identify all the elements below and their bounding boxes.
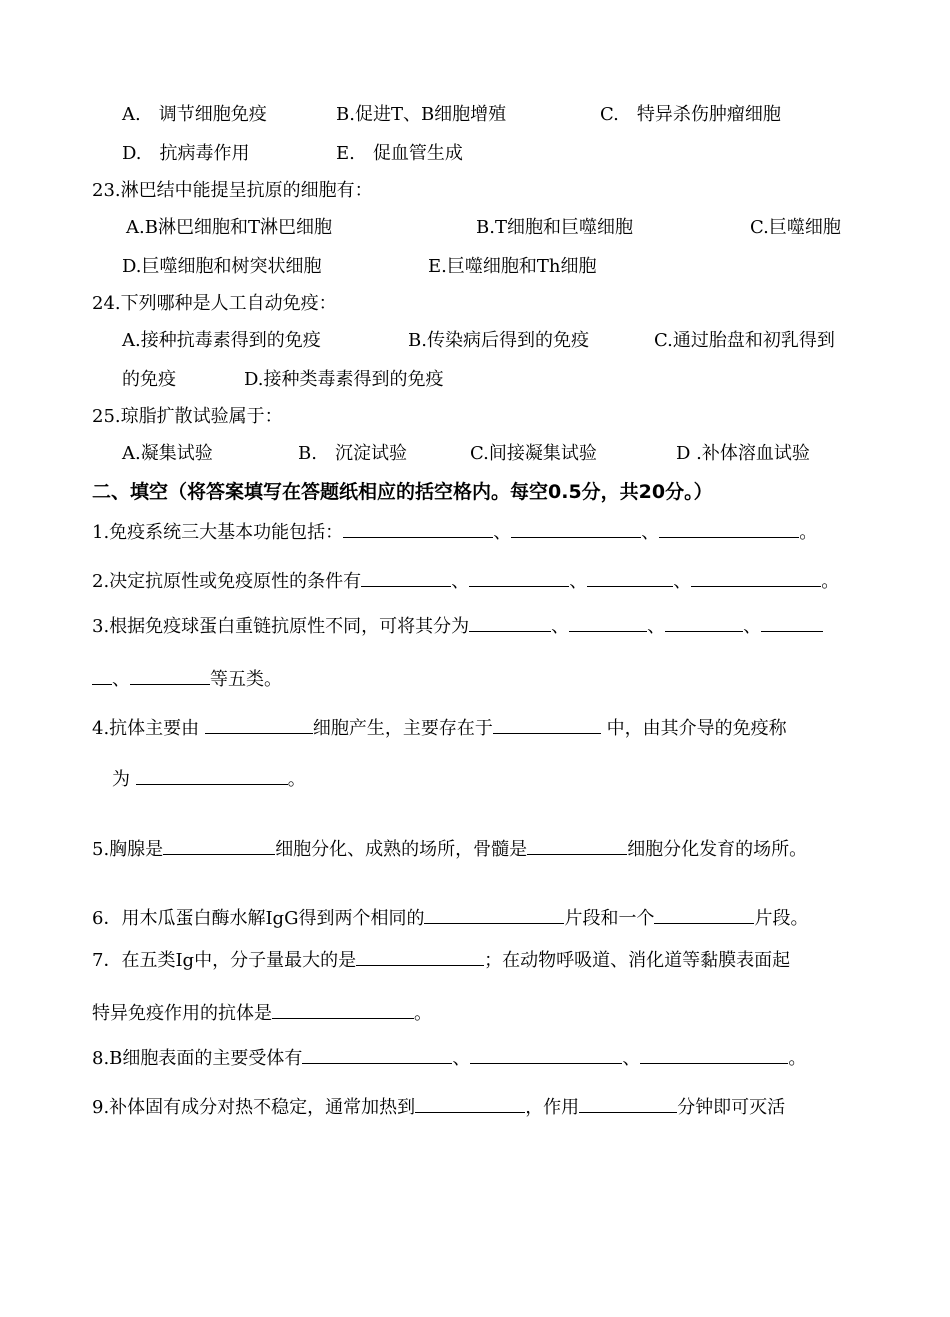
fill-q4 xyxy=(92,714,787,741)
q25-stem: 25.琼脂扩散试验属于： xyxy=(92,406,283,427)
fill-q7 xyxy=(92,946,790,973)
answer-blank xyxy=(511,518,641,538)
answer-blank xyxy=(493,714,601,734)
separator: 、 xyxy=(647,616,666,637)
fill-q6-text: 6．用木瓜蛋白酶水解IgG得到两个相同的 xyxy=(92,908,425,929)
fill-q5-text: 5.胸腺是 xyxy=(92,839,164,860)
answer-blank xyxy=(587,567,673,587)
answer-blank xyxy=(343,518,493,538)
fill-q7-text: 7．在五类Ig中，分子量最大的是 xyxy=(92,950,357,971)
separator: 、 xyxy=(673,571,692,592)
answer-blank xyxy=(356,946,484,966)
fill-q7-line2 xyxy=(92,999,432,1026)
answer-blank xyxy=(640,1044,788,1064)
q25-option-d: D .补体溶血试验 xyxy=(676,443,810,464)
answer-blank xyxy=(205,714,313,734)
q24-option-b: B.传染病后得到的免疫 xyxy=(408,330,589,351)
fill-q9-mid: ，作用 xyxy=(525,1097,580,1118)
q23-option-a: A.B淋巴细胞和T淋巴细胞 xyxy=(126,217,332,238)
fill-q2 xyxy=(92,567,839,594)
fill-q9 xyxy=(92,1093,785,1120)
q23-option-c: C.巨噬细胞 xyxy=(750,217,841,238)
answer-blank xyxy=(469,567,569,587)
separator: 、 xyxy=(622,1048,641,1069)
q23-option-e: E.巨噬细胞和Th细胞 xyxy=(428,256,597,277)
fill-q7-line2-text: 特异免疫作用的抗体是 xyxy=(92,1003,272,1024)
answer-blank xyxy=(691,567,821,587)
q23-option-d: D.巨噬细胞和树突状细胞 xyxy=(122,256,322,277)
q22-option-c: C. 特异杀伤肿瘤细胞 xyxy=(600,104,781,125)
q22-option-d: D. 抗病毒作用 xyxy=(122,143,250,164)
q24-stem: 24.下列哪种是人工自动免疫： xyxy=(92,293,337,314)
answer-blank xyxy=(415,1093,525,1113)
fill-q8 xyxy=(92,1044,806,1071)
end-mark: 。 xyxy=(788,1048,807,1069)
separator: 、 xyxy=(451,571,470,592)
end-mark: 。 xyxy=(414,1003,432,1024)
end-mark: 。 xyxy=(287,769,306,790)
fill-q2-text: 2.决定抗原性或免疫原性的条件有 xyxy=(92,571,362,592)
fill-q5 xyxy=(92,835,807,862)
fill-q5-tail: 细胞分化发育的场所。 xyxy=(627,839,808,860)
q22-option-e: E. 促血管生成 xyxy=(336,143,463,164)
fill-q3 xyxy=(92,612,823,639)
separator: 、 xyxy=(551,616,570,637)
answer-blank xyxy=(527,835,627,855)
answer-blank xyxy=(130,665,210,685)
answer-blank xyxy=(470,1044,622,1064)
q23-option-b: B.T细胞和巨噬细胞 xyxy=(476,217,633,238)
fill-q3-line2 xyxy=(92,665,282,692)
end-mark: 。 xyxy=(799,522,818,543)
fill-q9-text: 9.补体固有成分对热不稳定，通常加热到 xyxy=(92,1097,416,1118)
q23-stem: 23.淋巴结中能提呈抗原的细胞有： xyxy=(92,180,373,201)
separator: 、 xyxy=(493,522,512,543)
fill-q1-text: 1.免疫系统三大基本功能包括： xyxy=(92,522,344,543)
q24-option-d: D.接种类毒素得到的免疫 xyxy=(244,369,444,390)
q24-option-a: A.接种抗毒素得到的免疫 xyxy=(122,330,321,351)
answer-blank xyxy=(654,904,754,924)
fill-q1 xyxy=(92,518,817,545)
answer-blank xyxy=(665,612,743,632)
end-mark: 。 xyxy=(821,571,840,592)
answer-blank xyxy=(469,612,551,632)
q22-option-b: B.促进T、B细胞增殖 xyxy=(336,104,507,125)
fill-q7-mid: ；在动物呼吸道、消化道等黏膜表面起 xyxy=(484,950,791,971)
fill-q6 xyxy=(92,904,808,931)
answer-blank xyxy=(569,612,647,632)
fill-q6-tail: 片段。 xyxy=(754,908,809,929)
fill-q5-mid: 细胞分化、成熟的场所，骨髓是 xyxy=(275,839,528,860)
fill-q3-text: 3.根据免疫球蛋白重链抗原性不同，可将其分为 xyxy=(92,616,470,637)
separator: 、 xyxy=(452,1048,471,1069)
answer-blank xyxy=(579,1093,677,1113)
separator: 、 xyxy=(743,616,762,637)
fill-q8-text: 8.B细胞表面的主要受体有 xyxy=(92,1048,303,1069)
answer-blank xyxy=(424,904,564,924)
answer-blank xyxy=(659,518,799,538)
q24-option-c: C.通过胎盘和初乳得到 xyxy=(654,330,835,351)
separator: 、 xyxy=(641,522,660,543)
end-mark: 等五类。 xyxy=(210,669,282,690)
q24-option-c-cont: 的免疫 xyxy=(122,369,176,390)
answer-blank xyxy=(272,999,414,1019)
q25-option-c: C.间接凝集试验 xyxy=(470,443,597,464)
fill-q9-tail: 分钟即可灭活 xyxy=(677,1097,786,1118)
fill-q4-tail: 中，由其介导的免疫称 xyxy=(606,718,787,739)
fill-q4-text: 4.抗体主要由 xyxy=(92,718,200,739)
answer-blank xyxy=(136,765,288,785)
fill-q4-line2 xyxy=(112,765,306,792)
answer-blank xyxy=(163,835,275,855)
section-heading: 二、填空（将答案填写在答题纸相应的括空格内。每空0.5分，共20分。） xyxy=(92,481,713,503)
answer-blank-cont xyxy=(92,665,112,685)
answer-blank xyxy=(361,567,451,587)
separator: 、 xyxy=(112,669,130,690)
q25-option-a: A.凝集试验 xyxy=(122,443,213,464)
answer-blank xyxy=(761,612,823,632)
q22-option-a: A. 调节细胞免疫 xyxy=(122,104,267,125)
answer-blank xyxy=(302,1044,452,1064)
fill-q4-line2-text: 为 xyxy=(112,769,130,790)
fill-q4-mid: 细胞产生，主要存在于 xyxy=(312,718,493,739)
separator: 、 xyxy=(569,571,588,592)
fill-q6-mid: 片段和一个 xyxy=(564,908,655,929)
q25-option-b: B. 沉淀试验 xyxy=(298,443,407,464)
